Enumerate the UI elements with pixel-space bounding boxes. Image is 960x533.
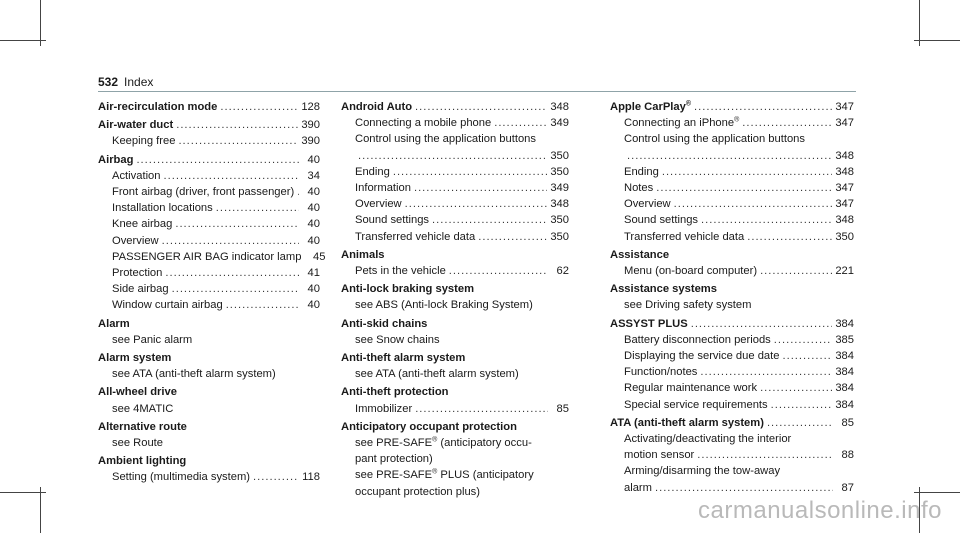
index-heading <box>610 316 854 332</box>
index-subentry-text: Window curtain airbag <box>112 299 223 312</box>
leader-dots <box>655 480 833 496</box>
index-heading-page: 128 <box>301 101 320 113</box>
index-subentry-text: Overview <box>624 198 671 211</box>
index-subentry <box>98 133 320 149</box>
leader-dots <box>494 115 547 131</box>
index-heading <box>98 419 320 435</box>
leader-dots <box>697 447 833 463</box>
index-heading-page: 390 <box>301 119 320 132</box>
index-subentry-text: Function/notes <box>624 366 698 379</box>
index-heading-text: Alarm <box>98 317 130 330</box>
index-entry <box>610 316 854 413</box>
index-heading <box>610 99 854 115</box>
index-subentry <box>341 467 569 483</box>
index-subentry-text: Pets in the vehicle <box>355 265 446 278</box>
index-entry <box>610 415 854 496</box>
index-column-2 <box>341 99 569 502</box>
index-subentry-text: see Route <box>112 437 163 450</box>
index-subentry <box>610 364 854 380</box>
index-subentry-page: 347 <box>835 182 854 195</box>
index-subentry <box>341 180 569 196</box>
index-subentry-text: Special service requirements <box>624 398 768 411</box>
index-heading-text: Android Auto <box>341 101 413 113</box>
index-subentry <box>98 184 320 200</box>
leader-dots <box>415 99 547 115</box>
index-subentry-page: 45 <box>312 250 326 263</box>
index-subentry <box>98 249 326 265</box>
index-subentry-text: see ABS (Anti-lock Braking System) <box>355 299 533 312</box>
index-subentry-text: Regular maintenance work <box>624 382 758 395</box>
index-subentry <box>341 435 569 451</box>
index-entry <box>98 419 320 451</box>
index-subentry <box>610 196 854 212</box>
index-subentry <box>341 212 569 228</box>
index-subentry <box>610 297 854 313</box>
index-subentry-page: 40 <box>307 218 320 231</box>
index-entry <box>341 316 569 348</box>
index-subentry-text: Keeping free <box>112 135 176 148</box>
leader-dots <box>694 99 832 115</box>
index-subentry-text: see ATA (anti-theft alarm system) <box>355 368 519 381</box>
leader-dots <box>760 380 832 396</box>
index-subentry <box>341 297 569 313</box>
index-subentry-page: 85 <box>556 402 569 415</box>
index-subentry-page: 40 <box>307 283 320 296</box>
index-subentry-text: see Driving safety system <box>624 299 752 312</box>
index-subentry-text: Protection <box>112 267 163 280</box>
index-heading-text: Anti-theft alarm system <box>341 352 466 365</box>
index-heading-text: Air-recirculation mode <box>98 101 218 113</box>
index-subentry-text: Immobilizer <box>355 402 413 415</box>
index-subentry-text: Control using the application buttons <box>355 133 536 146</box>
index-subentry <box>98 435 320 451</box>
index-subentry-page: 221 <box>835 265 854 278</box>
leader-dots <box>393 164 547 180</box>
index-subentry-text: PASSENGER AIR BAG indicator lamp <box>112 250 302 263</box>
index-subentry-page: 40 <box>307 186 320 199</box>
leader-dots <box>674 196 833 212</box>
index-subentry <box>610 380 854 396</box>
index-heading-text: Anti-lock braking system <box>341 283 475 296</box>
index-heading-page: 347 <box>835 101 854 113</box>
index-heading-text: Air-water duct <box>98 119 174 132</box>
crop-mark <box>914 492 960 493</box>
page-header <box>98 75 153 89</box>
leader-dots <box>172 281 299 297</box>
index-heading <box>98 453 320 469</box>
index-subentry-text: Knee airbag <box>112 218 173 231</box>
index-subentry <box>610 263 854 279</box>
index-subentry-text: Overview <box>355 198 402 211</box>
index-heading-text: Alarm system <box>98 352 172 365</box>
index-subentry <box>610 131 854 147</box>
leader-dots <box>405 196 548 212</box>
index-subentry <box>610 115 854 131</box>
index-entry <box>341 281 569 313</box>
index-heading-text: Anticipatory occupant protection <box>341 420 517 433</box>
index-subentry-page: 349 <box>550 117 569 130</box>
leader-dots <box>432 212 547 228</box>
leader-dots <box>178 133 298 149</box>
leader-dots <box>175 216 299 232</box>
index-subentry-page: 62 <box>556 265 569 278</box>
index-subentry-text: Front airbag (driver, front passenger) <box>112 186 295 199</box>
index-heading <box>341 247 569 263</box>
crop-mark <box>0 40 46 41</box>
index-subentry-page: 88 <box>841 449 854 462</box>
index-subentry <box>341 451 569 467</box>
index-subentry-page: 384 <box>835 398 854 411</box>
leader-dots <box>415 401 548 417</box>
index-subentry <box>610 332 854 348</box>
index-subentry-page: 384 <box>835 382 854 395</box>
index-subentry-page: 348 <box>835 149 854 162</box>
index-heading-page: 85 <box>841 416 854 429</box>
index-heading <box>98 350 320 366</box>
index-subentry <box>98 281 320 297</box>
index-entry <box>98 453 320 485</box>
index-entry <box>98 117 320 149</box>
crop-mark <box>40 487 41 533</box>
leader-dots <box>358 148 547 164</box>
index-subentry-text: Ending <box>355 165 390 178</box>
index-heading <box>610 281 854 297</box>
index-subentry-page: 347 <box>835 198 854 211</box>
index-heading <box>610 415 854 431</box>
index-heading-text: Assistance systems <box>610 283 717 296</box>
index-subentry-page: 390 <box>301 135 320 148</box>
index-subentry <box>341 229 569 245</box>
leader-dots <box>760 263 832 279</box>
index-subentry-text: Transferred vehicle data <box>355 230 476 243</box>
index-subentry-text: see PRE-SAFE® (anticipatory occu- <box>355 436 532 450</box>
leader-dots <box>742 115 832 131</box>
leader-dots <box>165 265 299 281</box>
index-entry <box>98 316 320 348</box>
index-subentry <box>341 332 569 348</box>
index-subentry-text: Connecting a mobile phone <box>355 117 492 130</box>
index-heading-page: 40 <box>307 153 320 166</box>
index-subentry <box>341 401 569 417</box>
index-heading <box>341 99 569 115</box>
index-heading-text: Assistance <box>610 248 670 261</box>
index-subentry-text: see Panic alarm <box>112 333 193 346</box>
index-subentry <box>610 447 854 463</box>
index-subentry-text: Ending <box>624 165 659 178</box>
index-column-3 <box>610 99 854 498</box>
index-subentry <box>341 131 569 147</box>
index-subentry-page: 348 <box>550 198 569 211</box>
index-subentry-text: Activation <box>112 169 161 182</box>
index-subentry-page: 385 <box>835 333 854 346</box>
index-subentry <box>98 297 320 313</box>
leader-dots <box>226 297 299 313</box>
index-subentry <box>610 229 854 245</box>
watermark: carmanualsonline.info <box>698 497 942 524</box>
index-entry <box>610 247 854 279</box>
index-entry <box>610 99 854 245</box>
index-subentry-page: 347 <box>835 117 854 130</box>
leader-dots <box>662 164 832 180</box>
index-subentry <box>610 180 854 196</box>
index-subentry <box>610 480 854 496</box>
index-subentry-page: 350 <box>550 214 569 227</box>
section-title: Index <box>124 75 154 89</box>
index-subentry <box>341 484 569 500</box>
leader-dots <box>771 397 833 413</box>
index-subentry-text: Notes <box>624 182 654 195</box>
index-subentry <box>98 332 320 348</box>
index-heading-text: Ambient lighting <box>98 455 187 468</box>
leader-dots <box>220 99 298 115</box>
index-heading <box>341 316 569 332</box>
index-subentry-page: 41 <box>307 267 320 280</box>
index-subentry <box>341 366 569 382</box>
index-subentry-text: Menu (on-board computer) <box>624 265 758 278</box>
index-subentry-text: Control using the application buttons <box>624 133 805 146</box>
index-subentry-text: see PRE-SAFE® PLUS (anticipatory <box>355 468 534 482</box>
index-heading-text: Animals <box>341 248 385 261</box>
index-subentry-text: Overview <box>112 234 159 247</box>
index-entry <box>98 384 320 416</box>
index-column-1 <box>98 99 326 488</box>
leader-dots <box>701 212 832 228</box>
index-subentry-text: Transferred vehicle data <box>624 230 745 243</box>
index-subentry-text: pant protection) <box>355 453 433 466</box>
index-heading <box>98 316 320 332</box>
index-subentry-text: see 4MATIC <box>112 402 174 415</box>
index-subentry <box>98 366 320 382</box>
index-heading <box>341 350 569 366</box>
index-subentry-text: see ATA (anti-theft alarm system) <box>112 368 276 381</box>
index-subentry-page: 40 <box>307 234 320 247</box>
leader-dots <box>176 117 298 133</box>
index-subentry-text: Arming/disarming the tow-away <box>624 465 781 478</box>
leader-dots <box>216 200 299 216</box>
index-subentry <box>98 216 320 232</box>
index-subentry-text: Sound settings <box>355 214 430 227</box>
leader-dots <box>782 348 832 364</box>
index-heading <box>610 247 854 263</box>
index-heading <box>98 384 320 400</box>
index-heading-text: All-wheel drive <box>98 386 177 399</box>
index-subentry-page: 40 <box>307 299 320 312</box>
index-subentry <box>341 148 569 164</box>
index-heading-page: 348 <box>550 101 569 113</box>
index-subentry-page: 34 <box>307 169 320 182</box>
leader-dots <box>253 469 299 485</box>
index-subentry-text: Displaying the service due date <box>624 350 780 363</box>
index-heading-page: 384 <box>835 317 854 330</box>
page-number: 532 <box>98 75 119 89</box>
index-subentry <box>610 348 854 364</box>
index-subentry-text: Activating/deactivating the interior <box>624 433 792 446</box>
index-subentry-text: Installation locations <box>112 202 213 215</box>
index-subentry <box>610 463 854 479</box>
index-heading-text: ATA (anti-theft alarm system) <box>610 416 764 429</box>
index-entry <box>98 152 326 314</box>
index-subentry-page: 384 <box>835 350 854 363</box>
index-subentry-page: 350 <box>550 230 569 243</box>
index-subentry-text: Setting (multimedia system) <box>112 471 251 484</box>
index-entry <box>98 350 320 382</box>
index-subentry <box>341 196 569 212</box>
index-subentry-text: Side airbag <box>112 283 169 296</box>
index-subentry-page: 40 <box>307 202 320 215</box>
index-heading <box>341 384 569 400</box>
crop-mark <box>0 492 46 493</box>
index-heading-text: Airbag <box>98 153 134 166</box>
index-subentry <box>610 397 854 413</box>
leader-dots <box>297 184 299 200</box>
leader-dots <box>449 263 548 279</box>
leader-dots <box>691 316 833 332</box>
leader-dots <box>162 233 299 249</box>
index-subentry <box>341 164 569 180</box>
index-subentry-text: Information <box>355 182 411 195</box>
index-subentry-text: see Snow chains <box>355 333 440 346</box>
index-entry <box>341 384 569 416</box>
index-subentry <box>341 115 569 131</box>
index-subentry <box>98 469 320 485</box>
index-subentry <box>98 401 320 417</box>
index-subentry-text: alarm <box>624 481 652 494</box>
index-subentry-page: 384 <box>835 366 854 379</box>
index-subentry-page: 349 <box>550 182 569 195</box>
index-heading-text: ASSYST PLUS <box>610 317 688 330</box>
leader-dots <box>164 168 299 184</box>
leader-dots <box>136 152 299 168</box>
index-subentry-page: 348 <box>835 165 854 178</box>
index-entry <box>341 350 569 382</box>
index-subentry <box>98 168 320 184</box>
index-subentry-page: 350 <box>835 230 854 243</box>
index-entry <box>98 99 320 115</box>
index-entry <box>610 281 854 313</box>
leader-dots <box>627 148 832 164</box>
index-subentry <box>610 148 854 164</box>
index-subentry <box>610 212 854 228</box>
index-entry <box>341 99 569 245</box>
leader-dots <box>747 229 832 245</box>
index-subentry-page: 348 <box>835 214 854 227</box>
crop-mark <box>914 40 960 41</box>
index-subentry <box>98 200 320 216</box>
index-subentry-text: Sound settings <box>624 214 699 227</box>
index-heading <box>98 117 320 133</box>
index-heading <box>341 281 569 297</box>
index-heading-text: Apple CarPlay® <box>610 100 692 113</box>
leader-dots <box>478 229 547 245</box>
index-heading-text: Anti-skid chains <box>341 317 428 330</box>
index-subentry-text: occupant protection plus) <box>355 485 481 498</box>
leader-dots <box>656 180 832 196</box>
index-subentry <box>610 431 854 447</box>
index-heading-text: Alternative route <box>98 420 187 433</box>
index-heading <box>98 99 320 115</box>
index-subentry <box>98 265 320 281</box>
index-entry <box>341 247 569 279</box>
index-subentry-page: 350 <box>550 165 569 178</box>
leader-dots <box>414 180 547 196</box>
index-subentry-text: Connecting an iPhone® <box>624 116 740 130</box>
leader-dots <box>700 364 832 380</box>
header-rule <box>98 91 856 92</box>
index-entry <box>341 419 569 500</box>
index-subentry <box>98 233 320 249</box>
index-subentry-page: 350 <box>550 149 569 162</box>
index-heading <box>98 152 320 168</box>
leader-dots <box>767 415 833 431</box>
leader-dots <box>774 332 833 348</box>
index-subentry-text: Battery disconnection periods <box>624 333 771 346</box>
index-subentry <box>341 263 569 279</box>
index-subentry-text: motion sensor <box>624 449 695 462</box>
index-subentry <box>610 164 854 180</box>
index-heading-text: Anti-theft protection <box>341 386 449 399</box>
index-subentry-page: 118 <box>302 471 320 484</box>
index-heading <box>341 419 569 435</box>
index-subentry-page: 87 <box>841 481 854 494</box>
